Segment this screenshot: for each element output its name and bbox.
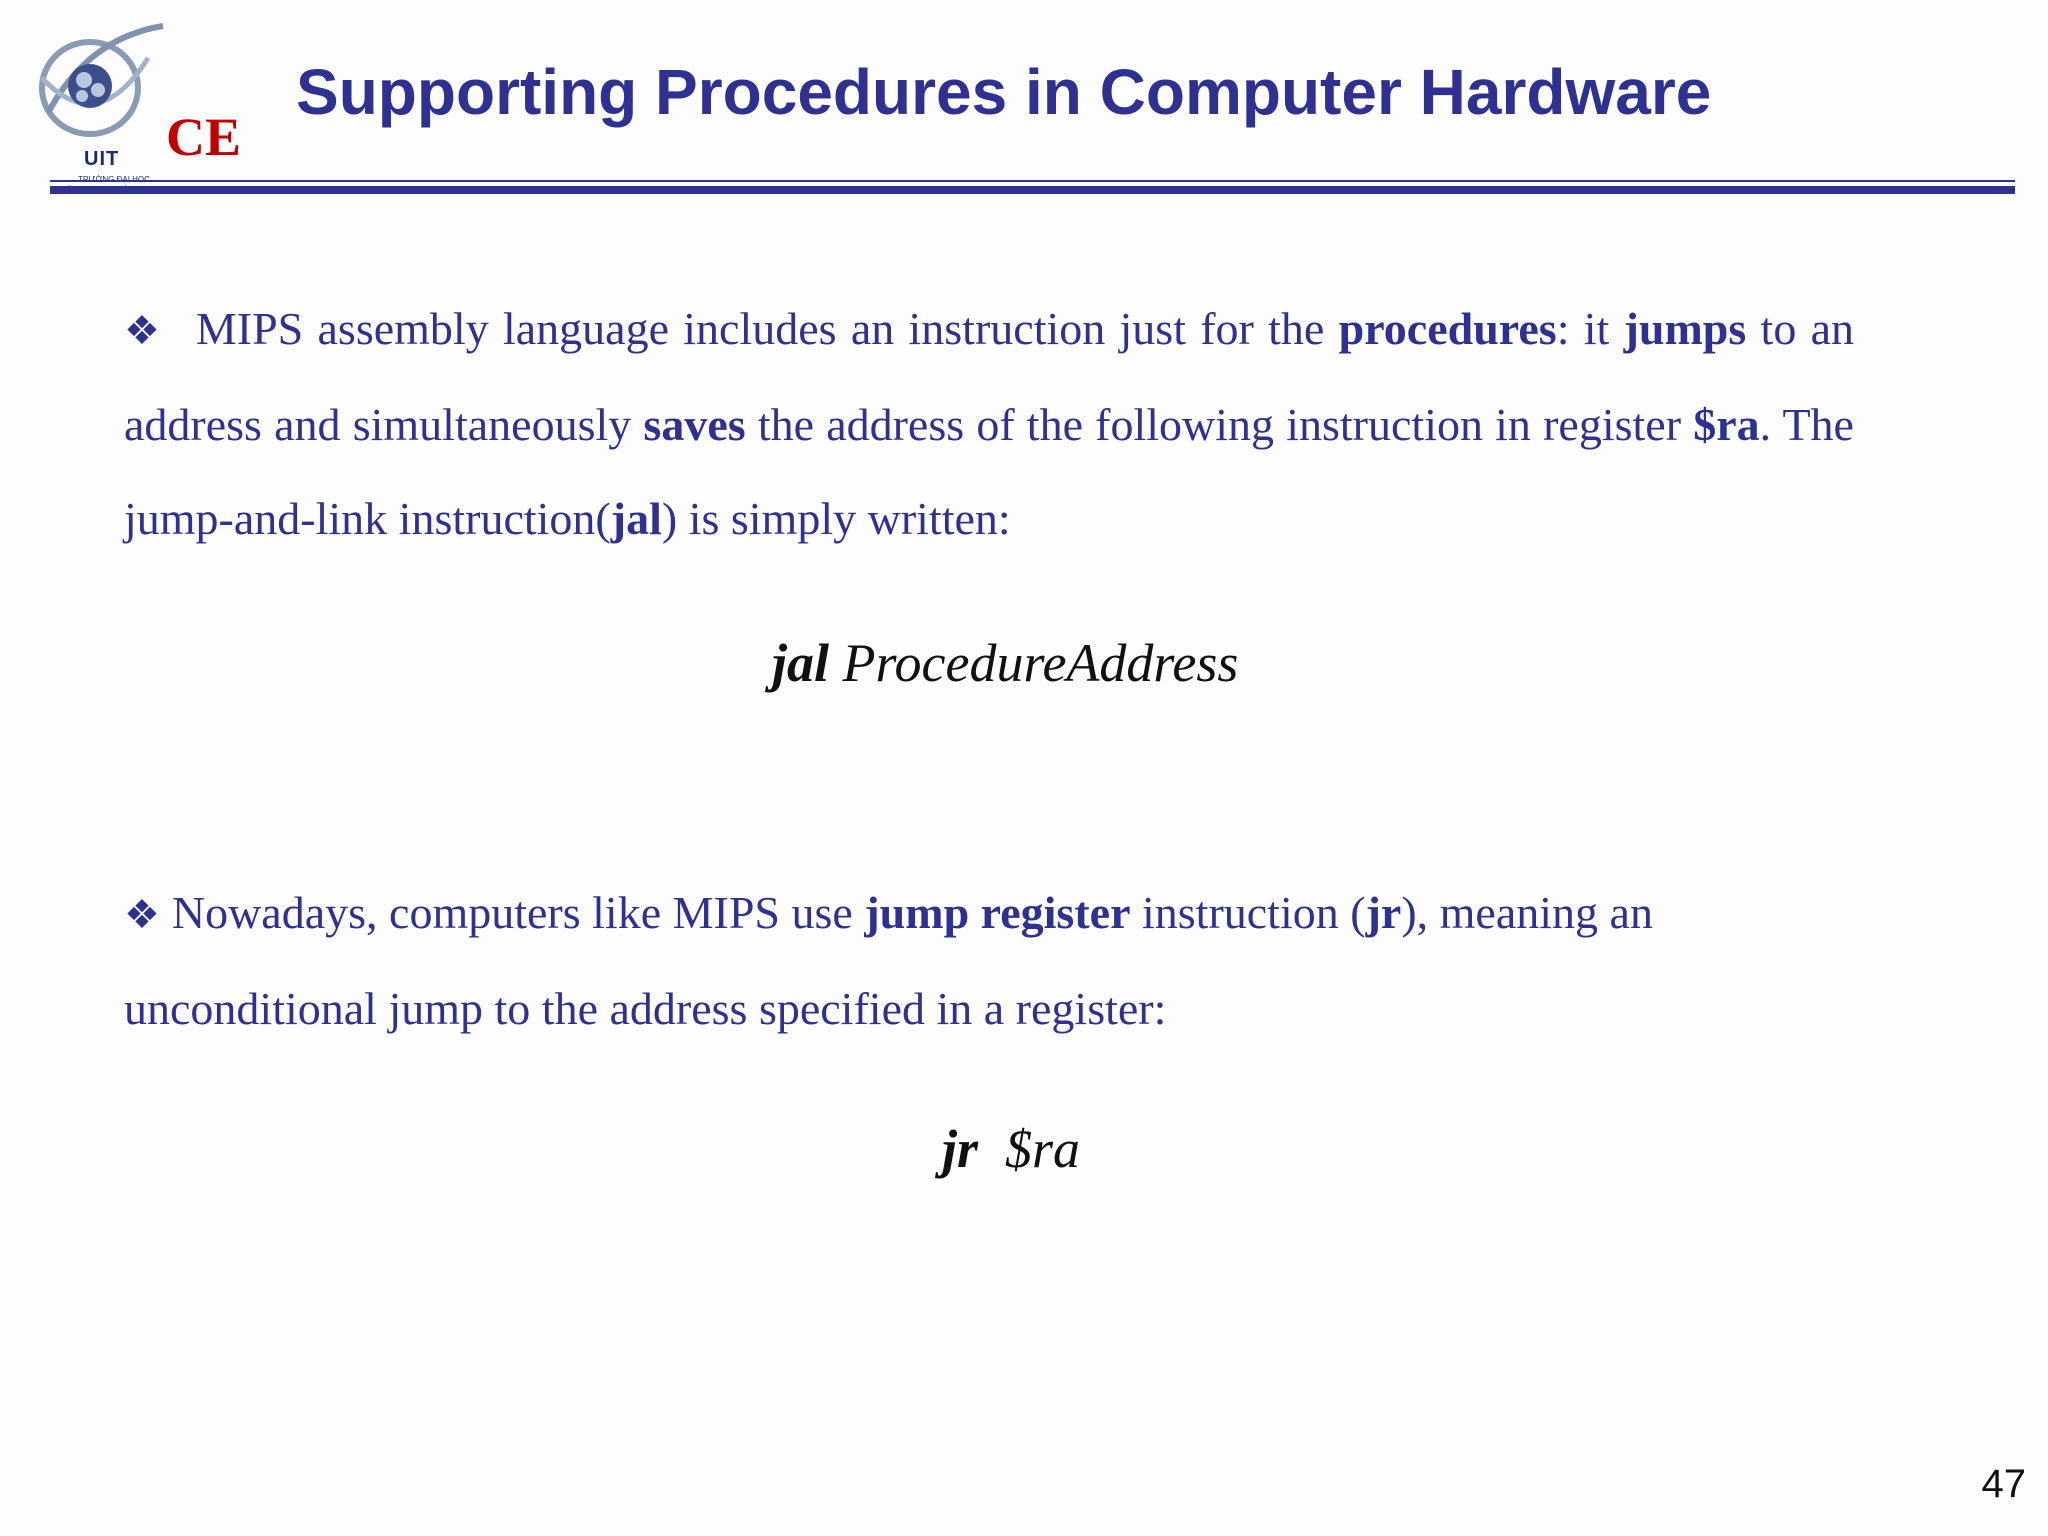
text-segment: the address of the following instruction in register [745,399,1694,450]
keyword-procedures: procedures [1338,303,1557,354]
keyword-jr: jr [1365,887,1402,938]
four-diamond-icon: ❖ [124,308,160,353]
bullet-paragraph-jal [124,282,1854,566]
slide-title: Supporting Procedures in Computer Hardware [296,56,1712,128]
text-segment: MIPS assembly language includes an instruction just for the [195,303,1339,354]
title-rule-thick [50,186,2015,194]
text-segment: ) is simply written: [661,493,1011,544]
text-segment: Nowadays, computers like MIPS use [171,887,865,938]
keyword-jump-register: jump register [864,887,1131,938]
code-example-jal [772,632,1238,694]
text-segment: instruction ( [1130,887,1366,938]
uit-ce-logo [28,18,242,188]
keyword-jal: jal [610,493,662,544]
logo-uit-text: UIT [84,148,120,170]
code-operand: ProcedureAddress [842,633,1239,693]
keyword-jumps: jumps [1623,303,1747,354]
code-keyword: jal [772,633,830,693]
code-example-jr [942,1118,1080,1180]
text-segment: : it [1556,303,1624,354]
page-number: 47 [1981,1462,2026,1506]
keyword-ra: $ra [1693,399,1760,450]
keyword-saves: saves [643,399,746,450]
text-segment: . The jump-and-link instruction( [124,399,1854,544]
code-keyword: jr [942,1119,979,1179]
text-segment: ), meaning an unconditional jump to the address specified in a register: [124,887,1653,1034]
four-diamond-icon: ❖ [124,892,160,937]
title-rule-thin [50,180,2015,182]
bullet-paragraph-jr [124,866,1854,1056]
code-operand: $ra [1005,1119,1081,1179]
text-segment: to an address and simultaneously [124,303,1855,450]
logo-ce-text: CE [166,107,242,167]
